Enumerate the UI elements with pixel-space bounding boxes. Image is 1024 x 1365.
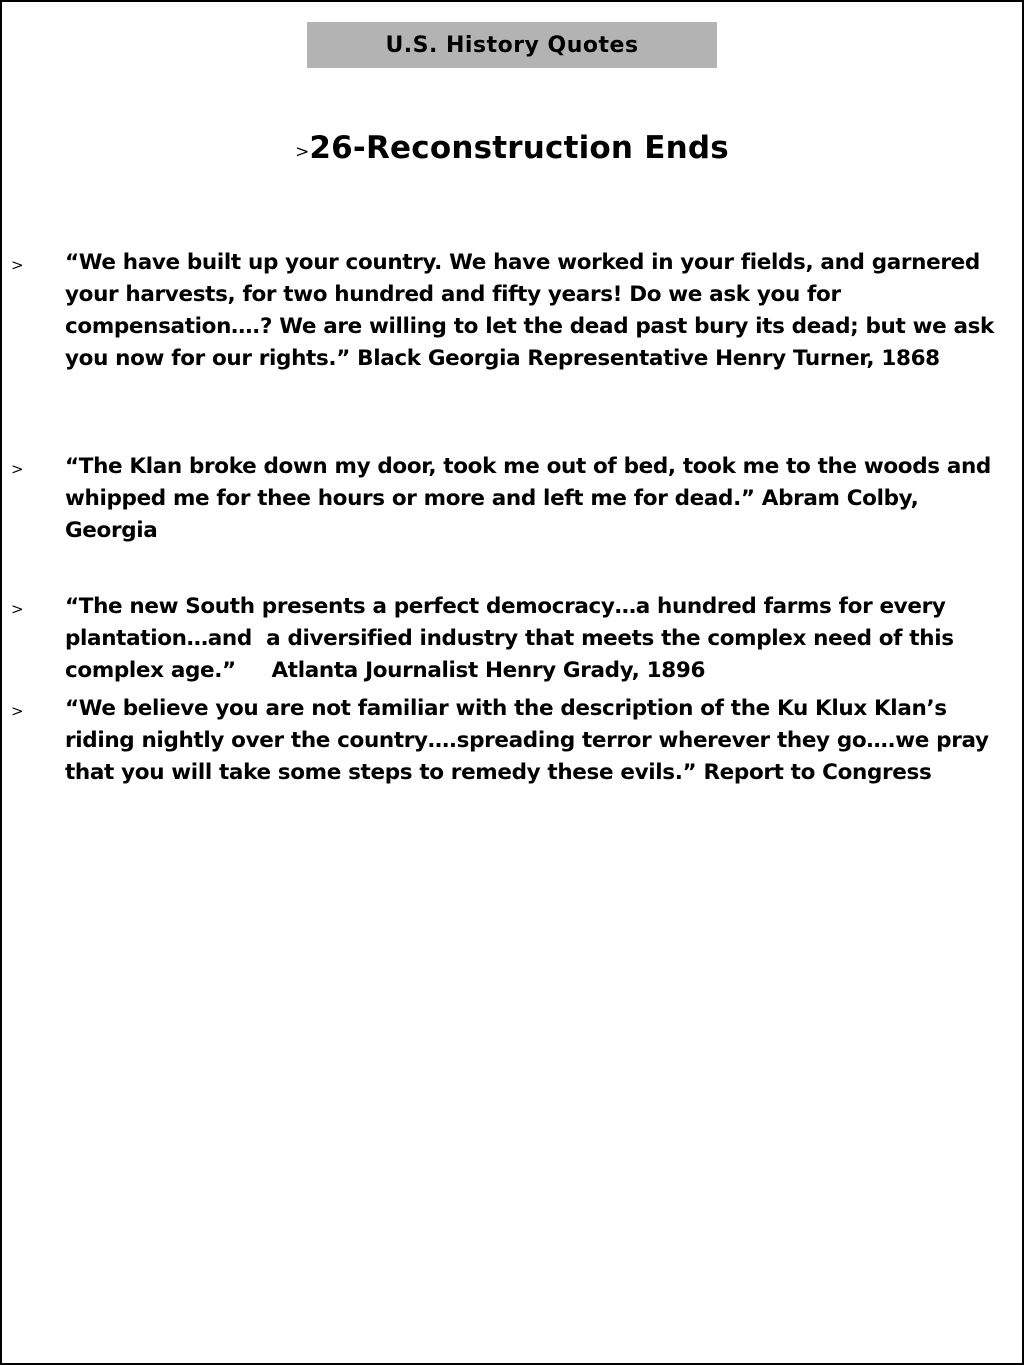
quote-text: “We believe you are not familiar with the description of the Ku Klux Klan’s riding nightly over the country….spreading terror wherever they go….we pray that you will take some steps to remedy these evils.” Report to Congress [65, 696, 996, 785]
bullet-icon: > [11, 460, 24, 478]
bullet-icon: > [11, 600, 24, 618]
quote-text: “We have built up your country. We have worked in your fields, and garnered your harvests, for two hundred and fifty years! Do we ask you for compensation….? We are willing to let the dead past bury its dead; but we ask you now for our rights.” Black Georgia Representative Henry Turner, 1868 [65, 250, 1002, 371]
quote-text: “The Klan broke down my door, took me out of bed, took me to the woods and whipped me for thee hours or more and left me for dead.” Abram Colby, Georgia [65, 454, 999, 543]
quote-text: “The new South presents a perfect democracy…a hundred farms for every plantation…and a diversified industry that meets the complex need of this complex age.” Atlanta Journalist Henry Grady, 1896 [65, 594, 961, 683]
bullet-icon: > [11, 702, 24, 720]
header-banner [307, 22, 717, 68]
title-bullet-icon: > [295, 142, 310, 162]
bullet-icon: > [11, 256, 24, 274]
header-banner-text: U.S. History Quotes [385, 32, 639, 58]
page-title [2, 130, 1022, 166]
page-title-text: 26-Reconstruction Ends [309, 130, 729, 166]
